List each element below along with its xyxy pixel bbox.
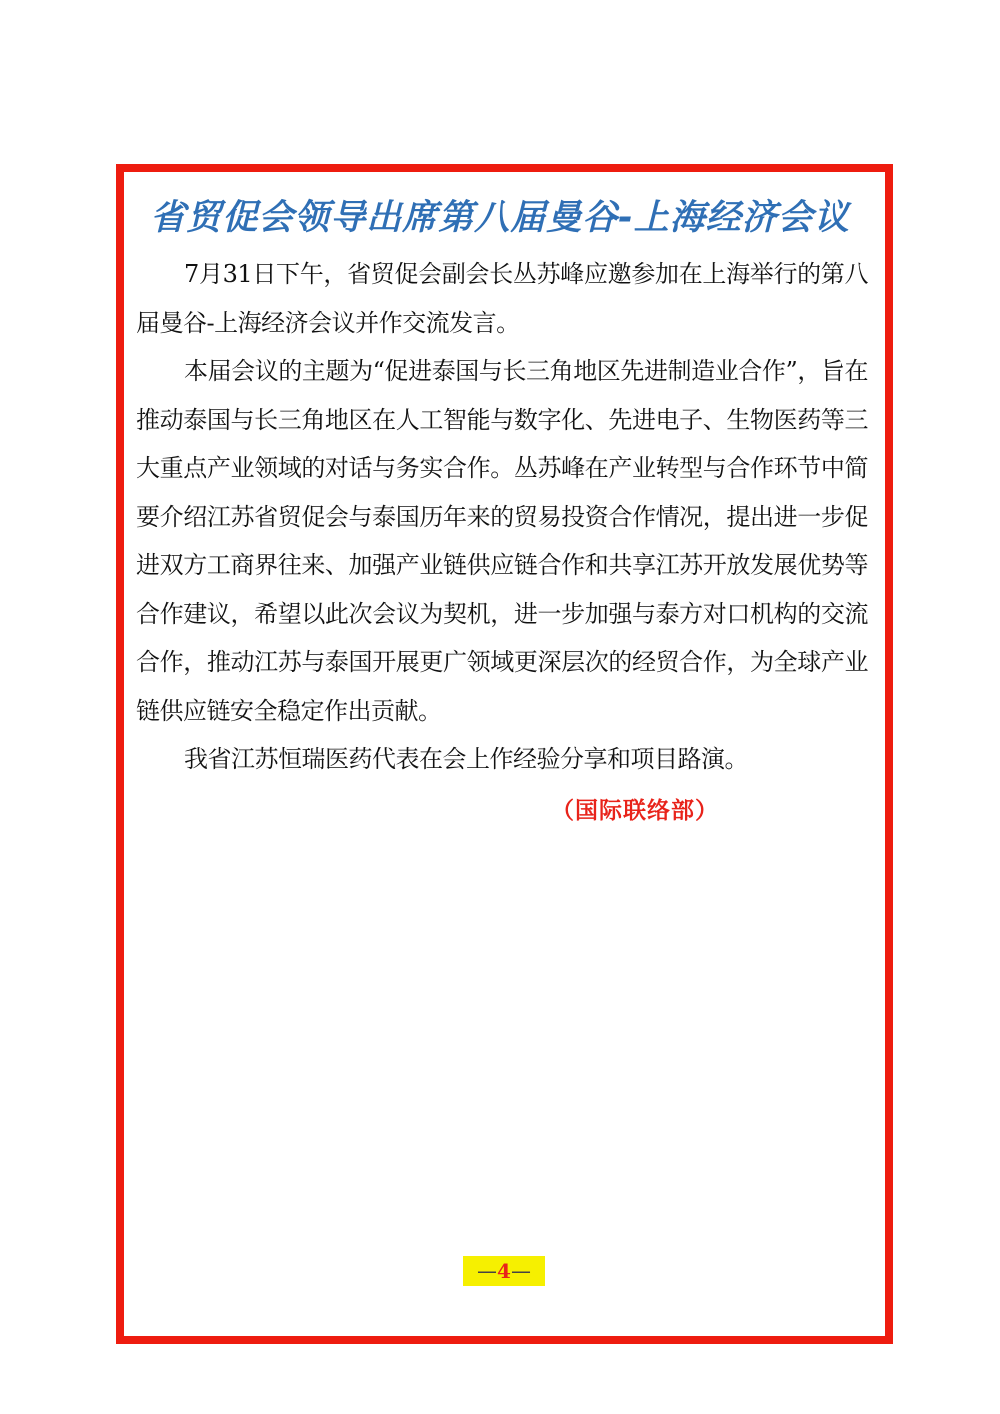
paragraph-1: 7月31日下午，省贸促会副会长丛苏峰应邀参加在上海举行的第八届曼谷-上海经济会议并作交流发言。: [136, 260, 868, 337]
paragraph-3: 我省江苏恒瑞医药代表在会上作经验分享和项目路演。: [184, 745, 748, 773]
paragraph-2: 本届会议的主题为“促进泰国与长三角地区先进制造业合作”，旨在推动泰国与长三角地区在人工智能与数字化、先进电子、生物医药等三大重点产业领域的对话与务实合作。丛苏峰在产业转型与合作环节中简要介绍江苏省贸促会与泰国历年来的贸易投资合作情况，提出进一步促进双方工商界往来、加强产业链供应链合作和共享江苏开放发展优势等合作建议，希望以此次会议为契机，进一步加强与泰方对口机构的交流合作，推动江苏与泰国开展更广领域更深层次的经贸合作，为全球产业链供应链安全稳定作出贡献。: [136, 357, 868, 725]
page-number-value: 4: [497, 1259, 511, 1283]
page-number-dash-right: —: [510, 1259, 531, 1283]
page-number-badge: [463, 1256, 545, 1286]
page-number-dash-left: —: [477, 1259, 498, 1283]
department-signoff: （国际联络部）: [551, 798, 719, 824]
article-title: 省贸促会领导出席第八届曼谷-上海经济会议: [150, 198, 850, 238]
article-body: [136, 250, 868, 784]
